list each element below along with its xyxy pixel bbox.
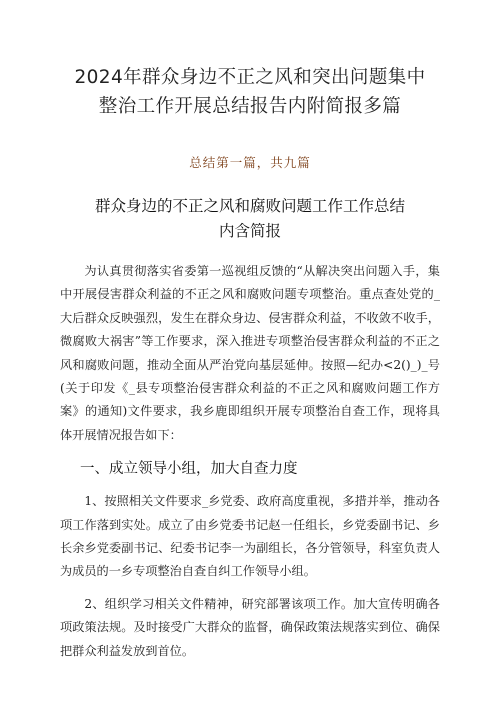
section-heading-1: 一、成立领导小组，加大自查力度 [80,461,298,478]
paragraph-section-1-item-1: 1、按照相关文件要求_乡党委、政府高度重视，多措并举，推动各项工作落到实处。成立了由乡党委书记赵一任组长，乡党委副书记、乡长余乡党委副书记、纪委书记李一为副组长，各分管领导，科室负责人为成员的一乡专项整治自查自纠工作领导小组。 [60,494,440,579]
document-title [60,0,440,121]
document-subtitle: 总结第一篇，共九篇 [189,155,311,170]
document-title-line-1: 2024年群众身边不正之风和突出问题集中 [74,67,426,88]
article-title [60,194,440,244]
document-title-line-2: 整治工作开展总结报告内附简报多篇 [98,96,402,117]
paragraph-intro: 为认真贯彻落实省委第一巡视组反馈的“从解决突出问题入手，集中开展侵害群众利益的不正之风和腐败问题专项整治。重点查处党的_大后群众反映强烈，发生在群众身边、侵害群众利益，不收敛不收手，微腐败大祸害”等工作要求，深入推进专项整治侵害群众利益的不正之风和腐败问题，推动全面从严治党向基层延伸。按照—纪办<2()_)_号(关于印发《_县专项整治侵害群众利益的不正之风和腐败问题工作方案》的通知)文件要求，我乡鹿即组织开展专项整治自查工作，现将具体开展情况报告如下： [60,264,440,442]
article-title-line-1: 群众身边的不正之风和腐败问题工作工作总结 [94,197,405,215]
article-title-line-2: 内含简报 [218,222,281,240]
paragraph-section-1-item-2: 2、组织学习相关文件精神，研究部署该项工作。加大宣传明确各项政策法规。及时接受广大群众的监督，确保政策法规落实到位、确保把群众利益发放到首位。 [60,596,440,658]
